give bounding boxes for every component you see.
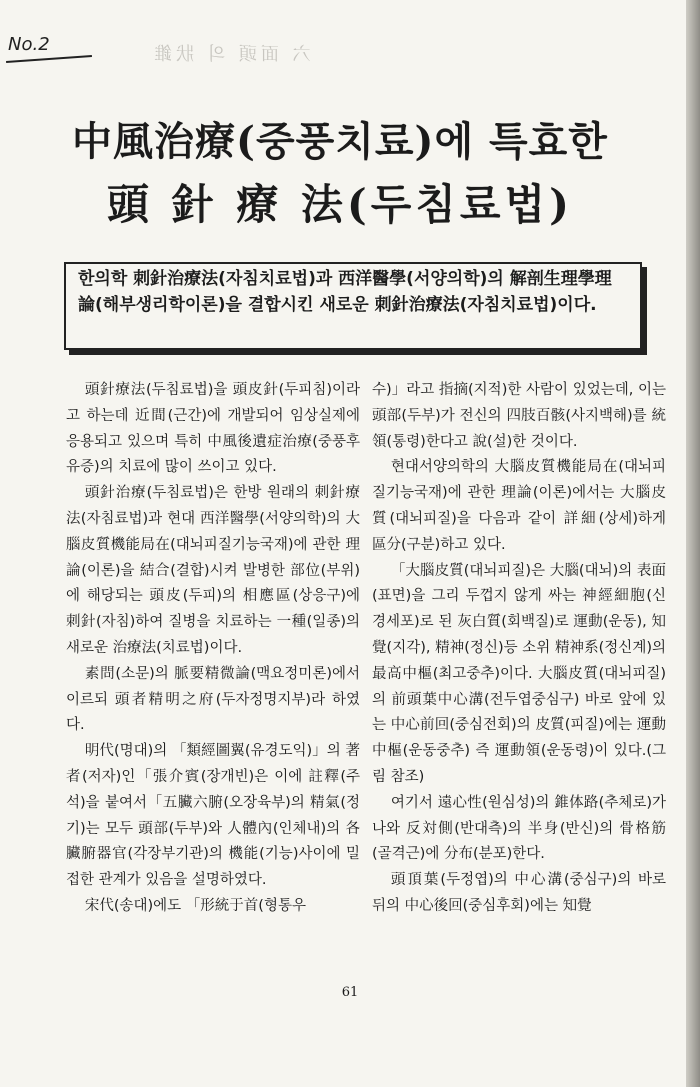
paragraph: 宋代(송대)에도 「形統于首(형통우 bbox=[84, 897, 306, 914]
paragraph: 頭頂葉(두정엽)의 中心溝(중심구)의 바로 뒤의 中心後回(중심후회)에는 知覺 bbox=[372, 872, 666, 914]
article-title-line-1: 中風治療(중풍치료)에 특효한 bbox=[72, 118, 608, 165]
body-columns bbox=[66, 378, 666, 920]
left-column bbox=[66, 378, 360, 920]
paragraph: 頭針治療(두침료법)은 한방 원래의 刺針療法(자침료법)과 현대 西洋醫學(서양의학)의 大腦皮質機能局在(대뇌피질기능국재)에 관한 理論(이론)을 結合(결합)시켜 발병한 部位(부위)에 해당되는 頭皮(두피)의 相應區(상응구)에 刺針(자침)하여 질병을 치료하는 一種(일종)의 새로운 治療法(치료법)이다. bbox=[66, 485, 360, 656]
paragraph: 明代(명대)의 「類經圖翼(유경도익)」의 著者(저자)인「張介賓(장개빈)은 이에 註釋(주석)을 붙여서「五臟六腑(오장육부)의 精氣(정기)는 모두 頭部(두부)와 人體內(인체내)의 各臟腑器官(각장부기관)의 機能(기능)사이에 밀접한 관계가 있음을 설명하였다. bbox=[66, 743, 360, 889]
page-label-underline bbox=[6, 55, 92, 63]
page-number: 61 bbox=[341, 985, 359, 1000]
right-column bbox=[372, 378, 666, 920]
page-edge-shadow bbox=[686, 0, 700, 1087]
paragraph: 수)」라고 指摘(지적)한 사람이 있었는데, 이는 頭部(두부)가 전신의 四肢百骸(사지백해)를 統領(통령)한다고 說(설)한 것이다. bbox=[372, 382, 666, 450]
paragraph: 현대서양의학의 大腦皮質機能局在(대뇌피질기능국재)에 관한 理論(이론)에서는 大腦皮質(대뇌피질)을 다음과 같이 詳細(상세)하게 區分(구분)하고 있다. bbox=[372, 459, 666, 553]
page-label: No.2 bbox=[8, 34, 50, 55]
paragraph: 여기서 遠心性(원심성)의 錐体路(추체로)가 나와 反対側(반대측)의 半身(반신)의 骨格筋(골격근)에 分布(분포)한다. bbox=[372, 794, 666, 863]
abstract-box: 한의학 刺針治療法(자침치료법)과 西洋醫學(서양의학)의 解剖生理學理論(해부생리학이론)을 결합시킨 새로운 刺針治療法(자침치료법)이다. bbox=[64, 262, 642, 350]
bleed-through-text: 六 面頭 의 狀錐 bbox=[150, 44, 311, 65]
article-title-line-2: 頭 針 療 法(두침료법) bbox=[107, 180, 573, 229]
paragraph: 素問(소문)의 脈要精微論(맥요정미론)에서 이르되 頭者精明之府(두자정명지부)라 하였다. bbox=[66, 665, 360, 734]
paragraph: 頭針療法(두침료법)을 頭皮針(두피침)이라고 하는데 近間(근간)에 개발되어 임상실제에 응용되고 있으며 특히 中風後遺症治療(중풍후유증)의 치료에 많이 쓰이고 있다. bbox=[66, 382, 360, 476]
paragraph: 「大腦皮質(대뇌피질)은 大腦(대뇌)의 表面(표면)을 그리 두껍지 않게 싸는 神經細胞(신경세포)로 된 灰白質(회백질)로 運動(운동), 知覺(지각), 精神(정신)등 소위 精神系(정신계)의 最高中樞(최고중추)이다. 大腦皮質(대뇌피질)의 前頭葉中心溝(전두엽중심구) 바로 앞에 있는 中心前回(중심전회)의 皮質(피질)에는 運動中樞(운동중추) 즉 運動領(운동령)이 있다.(그림 참조) bbox=[372, 562, 666, 785]
